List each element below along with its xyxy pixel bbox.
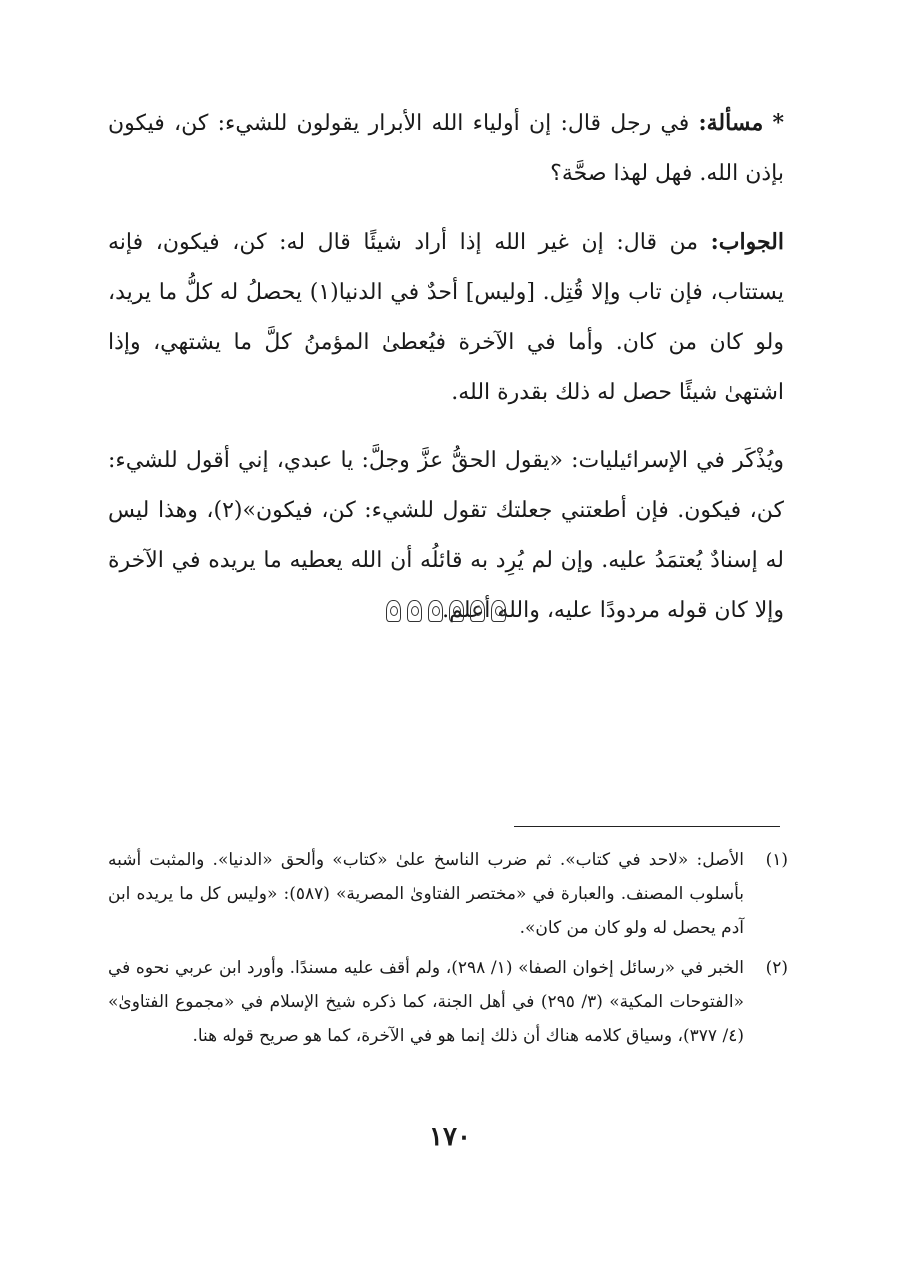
footnote-text: الأصل: «لاحد في كتاب». ثم ضرب الناسخ علىٰ «كتاب» وألحق «الدنيا». والمثبت أشبه بأسلوب المصنف. والعبارة في «مختصر الفتاوىٰ المصرية» (٥٨٧): «وليس كل ما يريده ابن آدم يحصل له ولو كان من كان». <box>108 850 745 938</box>
answer-lead: الجواب: <box>710 229 784 255</box>
footnote-number: (٢) <box>765 958 788 978</box>
ornament-icon <box>428 600 443 622</box>
footnote-text: الخبر في «رسائل إخوان الصفا» (١/ ٢٩٨)، ولم أقف عليه مسندًا. وأورد ابن عربي نحوه في «الفتوحات المكية» (٣/ ٢٩٥) في أهل الجنة، كما ذكره شيخ الإسلام في «مجموع الفتاوىٰ» (٤/ ٣٧٧)، وسياق كلامه هناك أن ذلك إنما هو في الآخرة، كما هو صريح قوله هنا. <box>108 958 744 1046</box>
answer-text: من قال: إن غير الله إذا أراد شيئًا قال له: كن، فيكون، فإنه يستتاب، فإن تاب وإلا قُتِل. [وليس] أحدٌ في الدنيا(١) يحصلُ له كلُّ ما يريد، ولو كان من كان. وأما في الآخرة فيُعطىٰ المؤمنُ كلَّ ما يشتهي، وإذا اشتهىٰ شيئًا حصل له ذلك بقدرة الله. <box>108 230 785 405</box>
ornament-icon <box>491 600 506 622</box>
answer-paragraph <box>108 217 784 418</box>
question-paragraph <box>108 98 784 199</box>
footnote-2 <box>108 951 788 1053</box>
israiliyyat-text: ويُذْكَر في الإسرائيليات: «يقول الحقُّ عزَّ وجلَّ: يا عبدي، إني أقول للشيء: كن، فيكون. فإن أطعتني جعلتك تقول للشيء: كن، فيكون»(٢)، وهذا ليس له إسنادٌ يُعتمَدُ عليه. وإن لم يُرِد به قائلُه أن الله يعطيه ما يريده في الآخرة وإلا كان قوله مردودًا عليه، والله أعلم. <box>108 448 784 623</box>
section-end-ornament <box>386 596 506 626</box>
question-lead: مسألة: <box>698 110 764 136</box>
footnote-1 <box>108 843 788 945</box>
ornament-icon <box>470 600 485 622</box>
main-text-block <box>108 98 784 654</box>
footnotes-block <box>108 843 788 1059</box>
question-text: في رجل قال: إن أولياء الله الأبرار يقولون للشيء: كن، فيكون بإذن الله. فهل لهذا صحَّة؟ <box>108 111 784 186</box>
question-marker: * <box>772 110 784 136</box>
footnote-separator <box>514 826 780 827</box>
ornament-icon <box>449 600 464 622</box>
footnote-number: (١) <box>765 850 788 870</box>
page-number: ١٧٠ <box>429 1122 471 1152</box>
ornament-icon <box>407 600 422 622</box>
ornament-icon <box>386 600 401 622</box>
